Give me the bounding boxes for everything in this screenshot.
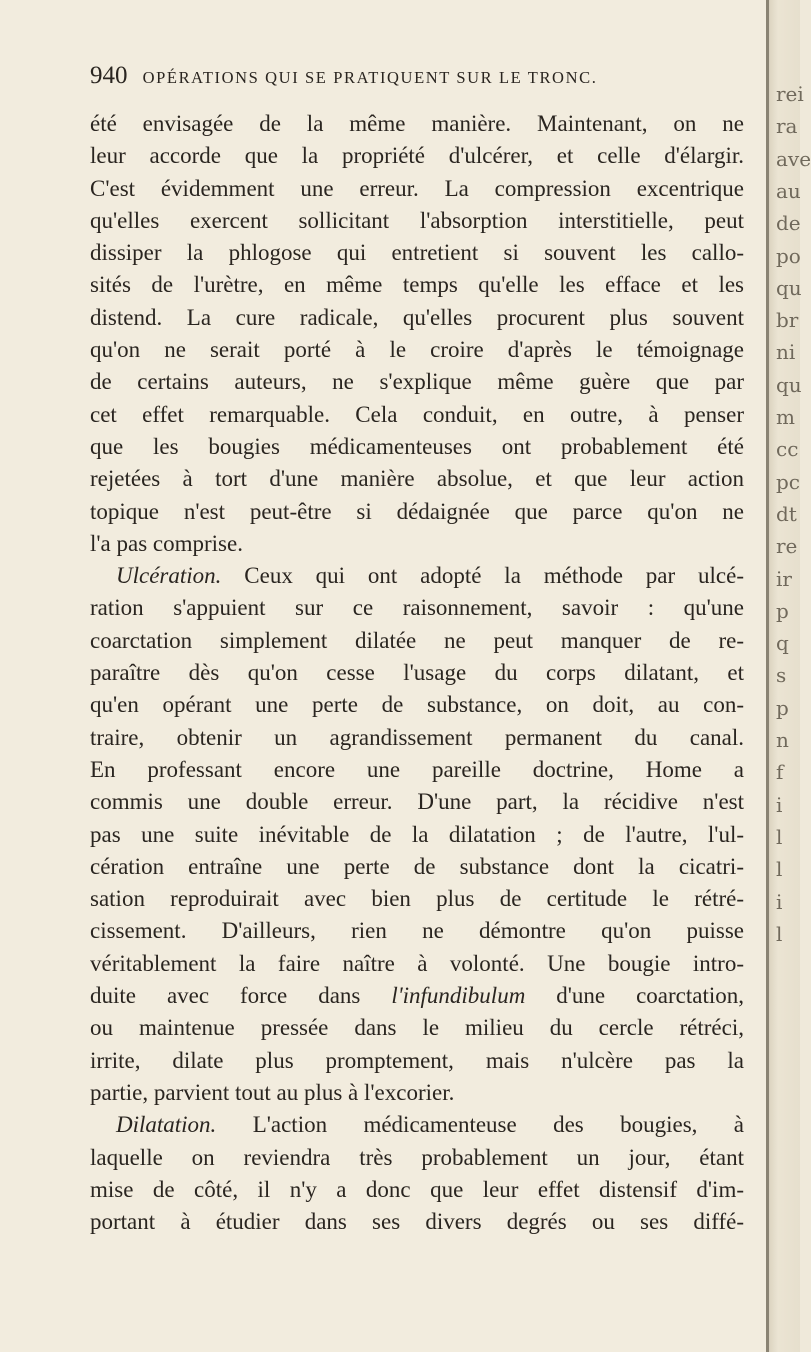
text-line: En professant encore une pareille doctrine, Home a xyxy=(90,756,744,782)
text-line: l'a pas comprise. xyxy=(90,530,243,556)
text-line: leur accorde que la propriété d'ulcérer, et celle d'élargir. xyxy=(90,143,744,169)
bleed-fragment: pc xyxy=(776,469,801,494)
bleed-fragment: au xyxy=(776,178,801,203)
text-line: traire, obtenir un agrandissement permanent du canal. xyxy=(90,724,744,750)
section-lead-ulceration: Ulcération. xyxy=(116,563,222,589)
bleed-fragment: po xyxy=(776,243,801,268)
bleed-fragment: n xyxy=(776,728,789,752)
text-line: ration s'appuient sur ce raisonnement, savoir : qu'une xyxy=(90,595,744,621)
bleed-fragment: p xyxy=(776,695,789,720)
text-line: partie, parvient tout au plus à l'excorier. xyxy=(90,1079,455,1105)
text-line: pas une suite inévitable de la dilatation ; de l'autre, l'ul- xyxy=(90,821,744,847)
text-line: cissement. D'ailleurs, rien ne démontre qu'on puisse xyxy=(90,918,744,944)
text-line: sités de l'urètre, en même temps qu'elle les efface et les xyxy=(90,272,744,298)
text-line: C'est évidemment une erreur. La compression excentrique xyxy=(90,175,744,201)
bleed-fragment: ra xyxy=(776,114,798,139)
text-line: commis une double erreur. D'une part, la récidive n'est xyxy=(90,789,744,815)
text-line: ou maintenue pressée dans le milieu du cercle rétréci, xyxy=(90,1015,744,1041)
bleed-fragment: f xyxy=(776,760,784,785)
text-line: dissiper la phlogose qui entretient si souvent les callo- xyxy=(90,240,744,266)
bleed-fragment: l xyxy=(776,824,783,849)
text-span: d'une coarctation, xyxy=(556,983,744,1009)
text-line: paraître dès qu'on cesse l'usage du corps dilatant, et xyxy=(90,660,744,686)
text-line: de certains auteurs, ne s'explique même guère que par xyxy=(90,369,744,395)
bleed-fragment: l xyxy=(776,921,783,946)
bleed-fragment: ave xyxy=(776,146,811,171)
running-head: OPÉRATIONS QUI SE PRATIQUENT SUR LE TRONC. xyxy=(142,68,598,87)
body-text xyxy=(90,108,744,1238)
text-line: qu'on ne serait porté à le croire d'après le témoignage xyxy=(90,337,744,363)
bleed-fragment: ir xyxy=(776,566,792,591)
text-line: mise de côté, il n'y a donc que leur effet distensif d'im- xyxy=(90,1176,744,1202)
bleed-fragment: re xyxy=(776,534,798,559)
bleed-fragment: qu xyxy=(776,275,802,300)
bleed-fragment: i xyxy=(776,889,783,914)
bleed-fragment: p xyxy=(776,598,789,623)
text-line: portant à étudier dans ses divers degrés ou ses diffé- xyxy=(90,1209,744,1235)
text-span: L'action médicamenteuse des bougies, à xyxy=(252,1112,744,1138)
text-line: coarctation simplement dilatée ne peut manquer de re- xyxy=(90,627,744,653)
text-line: sation reproduirait avec bien plus de certitude le rétré- xyxy=(90,886,744,912)
text-line: laquelle on reviendra très probablement un jour, étant xyxy=(90,1144,744,1170)
text-line-infundibulum xyxy=(90,980,744,1012)
text-line: été envisagée de la même manière. Maintenant, on ne xyxy=(90,111,744,136)
text-line: que les bougies médicamenteuses ont probablement été xyxy=(90,433,744,459)
bleed-fragment: s xyxy=(776,663,787,688)
text-line: qu'elles exercent sollicitant l'absorption interstitielle, peut xyxy=(90,207,744,233)
bleed-fragment: qu xyxy=(776,372,802,397)
bleed-fragment: br xyxy=(776,308,799,333)
paragraph-ulceration-first-line xyxy=(90,560,744,592)
text-line: cération entraîne une perte de substance dont la cicatri- xyxy=(90,853,744,879)
paragraph-dilatation-first-line xyxy=(90,1109,744,1141)
bleed-fragment: cc xyxy=(776,437,799,462)
page-header xyxy=(90,62,730,92)
bleed-fragment: de xyxy=(776,211,801,236)
page-number: 940 xyxy=(90,62,128,89)
text-line: véritablement la faire naître à volonté. Une bougie intro- xyxy=(90,950,744,976)
term-infundibulum: l'infundibulum xyxy=(391,983,526,1009)
text-span: duite avec force dans xyxy=(90,983,361,1009)
section-lead-dilatation: Dilatation. xyxy=(116,1112,217,1138)
text-line: rejetées à tort d'une manière absolue, et que leur action xyxy=(90,466,744,492)
text-line: distend. La cure radicale, qu'elles procurent plus souvent xyxy=(90,304,744,330)
text-span: Ceux qui ont adopté la méthode par ulcé- xyxy=(244,563,744,589)
bleed-fragment: q xyxy=(776,631,789,656)
bleed-fragment: rei xyxy=(776,82,804,106)
bleed-fragment: dt xyxy=(776,501,797,526)
bleed-fragment: ni xyxy=(776,340,796,365)
bleed-fragment: l xyxy=(776,857,783,882)
text-line: irrite, dilate plus promptement, mais n'ulcère pas la xyxy=(90,1047,744,1073)
text-line: cet effet remarquable. Cela conduit, en outre, à penser xyxy=(90,401,744,427)
bleed-fragment: m xyxy=(776,405,795,429)
bleed-fragment: i xyxy=(776,792,783,817)
next-page-edge xyxy=(766,0,811,1352)
binding-line xyxy=(766,0,769,1352)
text-line: qu'en opérant une perte de substance, on doit, au con- xyxy=(90,692,744,718)
text-line: topique n'est peut-être si dédaignée que parce qu'on ne xyxy=(90,498,744,524)
